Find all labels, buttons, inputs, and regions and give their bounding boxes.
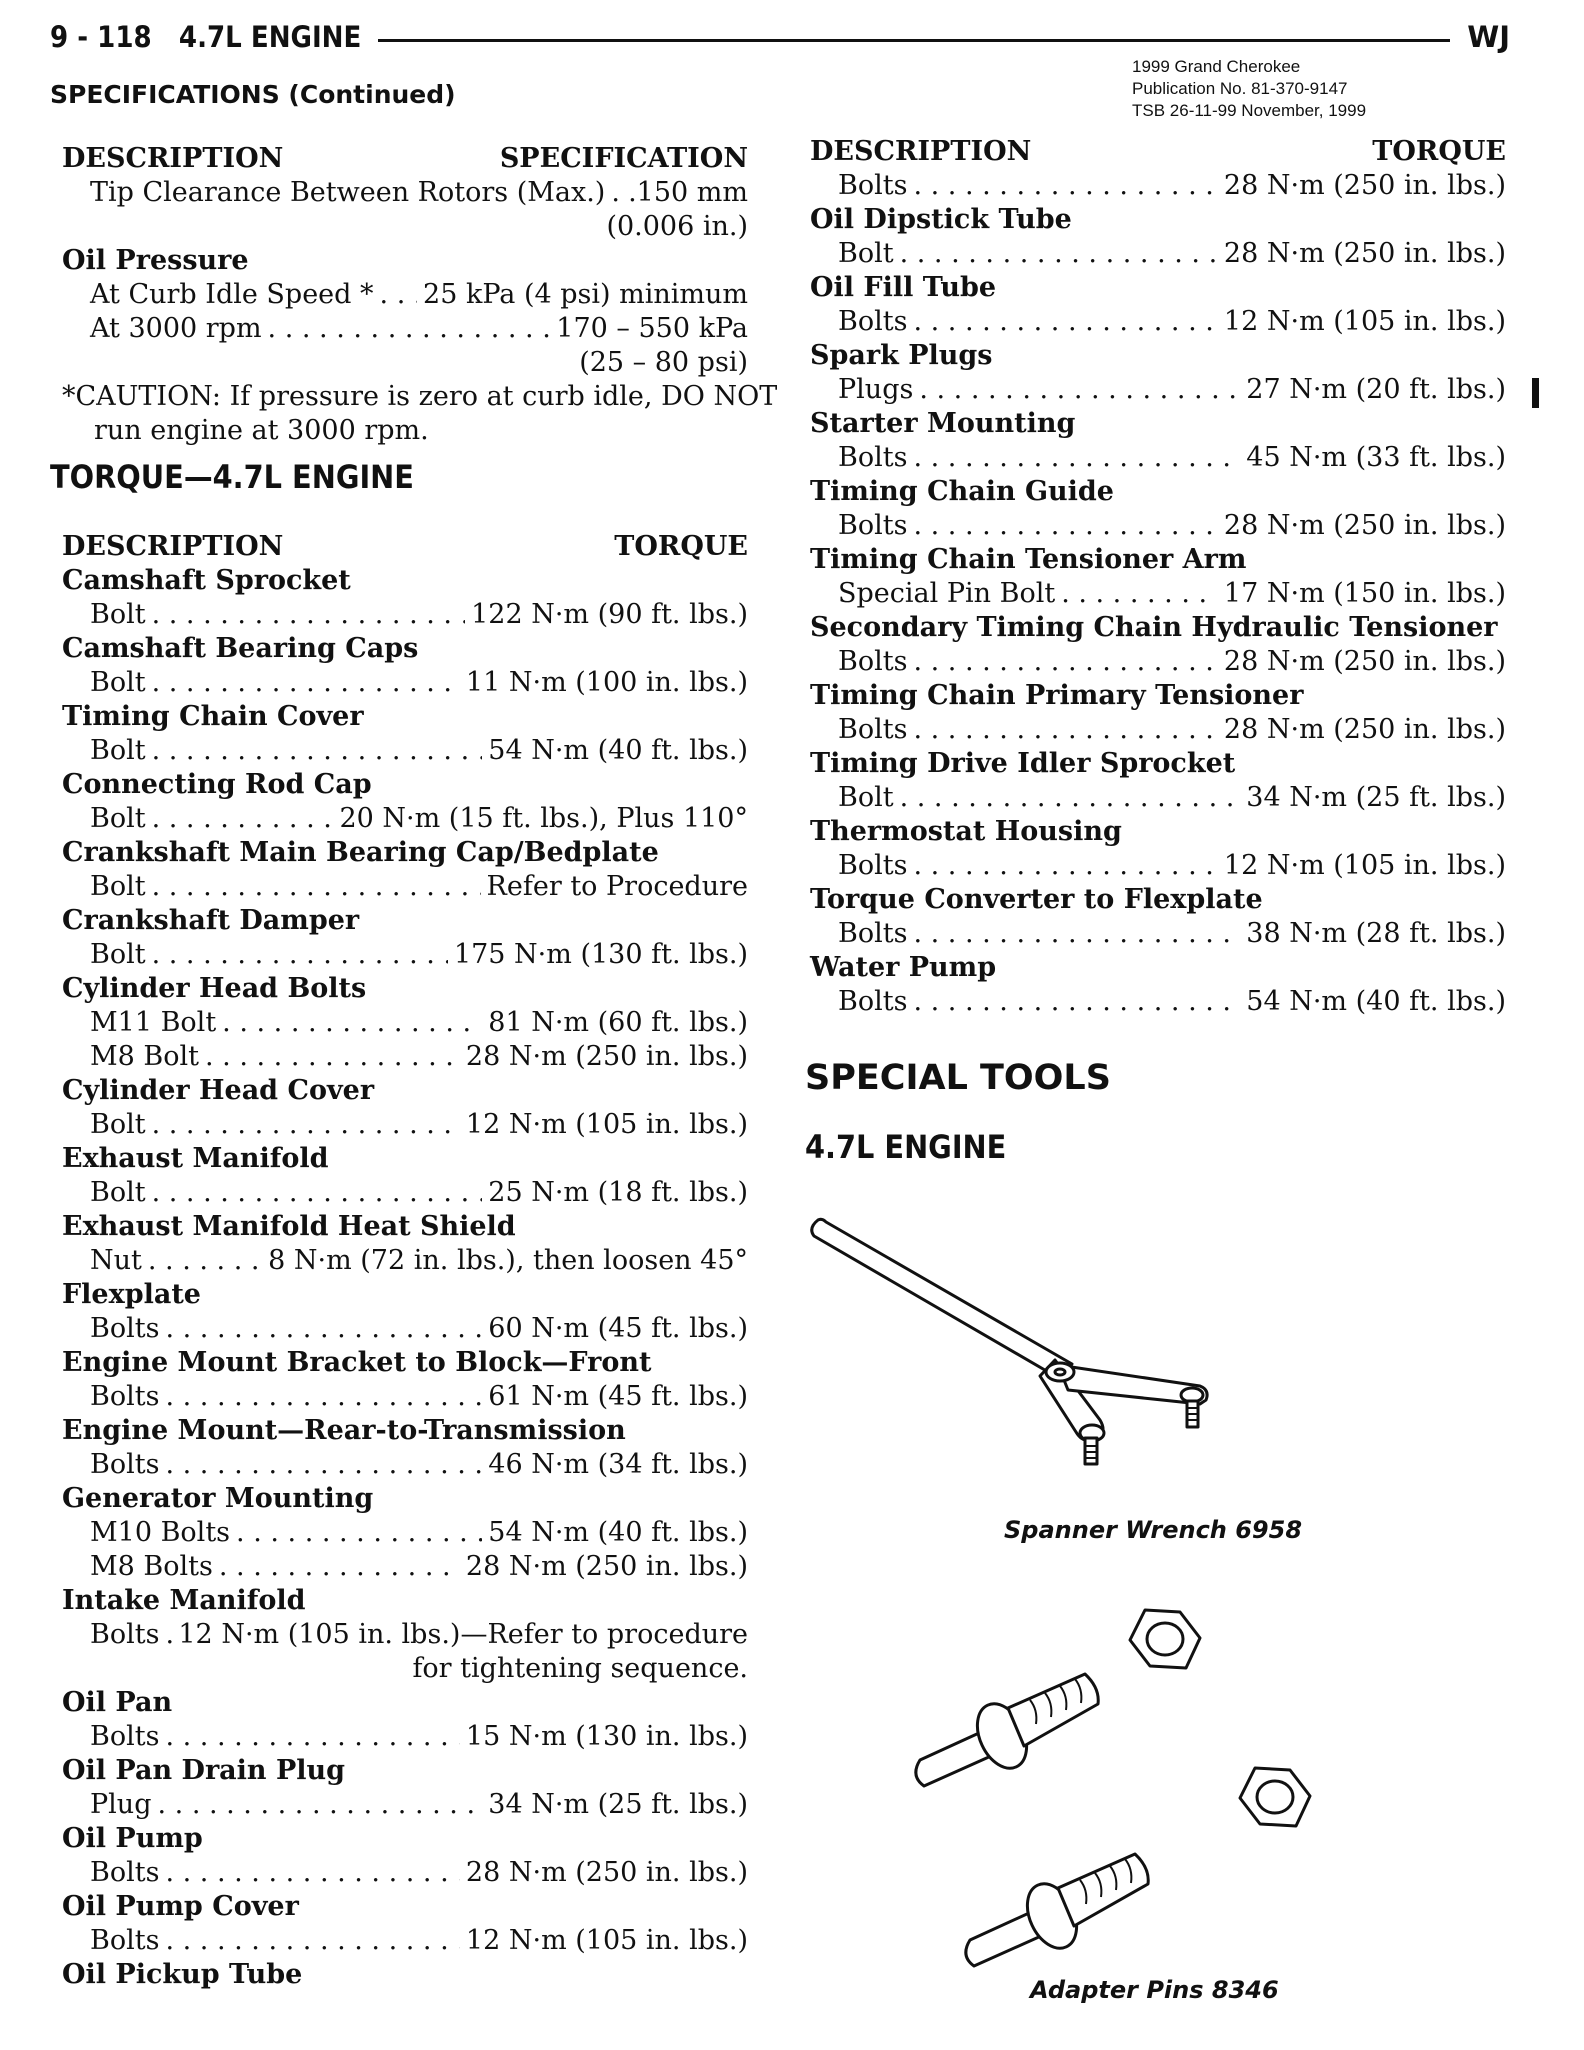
dot-leader: [165, 1312, 482, 1346]
spec-item: Tip Clearance Between Rotors (Max.) . . . .150 mm: [62, 176, 748, 210]
torque-item-label: Bolt: [90, 735, 146, 766]
torque-item-label: Bolts: [838, 850, 908, 881]
dot-leader: [913, 509, 1217, 543]
spec-column-header: [62, 142, 748, 176]
torque-item: [810, 849, 1506, 883]
torque-item: [62, 1788, 748, 1822]
torque-item: [62, 802, 748, 836]
torque-item-value: 17 N·m (150 in. lbs.): [1223, 578, 1506, 609]
torque-item: [810, 373, 1506, 407]
torque-item: [62, 1380, 748, 1414]
torque-col-description: DESCRIPTION: [810, 136, 1032, 167]
dot-leader: [913, 917, 1240, 951]
torque-item-label: Bolts: [90, 1313, 160, 1344]
torque-item: [810, 237, 1506, 271]
section-name: 4.7L ENGINE: [178, 20, 362, 54]
torque-item: [62, 1448, 748, 1482]
torque-item-label: Bolt: [90, 939, 146, 970]
torque-group: Oil Pickup Tube: [62, 1959, 303, 1990]
torque-item-value: 12 N·m (105 in. lbs.)—Refer to procedure: [178, 1619, 748, 1650]
spec-col-description: DESCRIPTION: [62, 143, 284, 174]
dot-leader: [165, 1448, 482, 1482]
header-left: [50, 20, 361, 54]
dot-leader: [913, 305, 1217, 339]
pub-tsb: TSB 26-11-99 November, 1999: [1132, 101, 1367, 120]
torque-item-value: 81 N·m (60 ft. lbs.): [488, 1007, 748, 1038]
torque-group: Camshaft Sprocket: [62, 565, 351, 596]
torque-item: [62, 1108, 748, 1142]
torque-group: Torque Converter to Flexplate: [810, 884, 1263, 915]
torque-item-label: Bolts: [90, 1925, 160, 1956]
torque-col-torque: TORQUE: [614, 531, 748, 562]
torque-item: [810, 713, 1506, 747]
torque-item: [810, 577, 1506, 611]
tool2-caption: Adapter Pins 8346: [1030, 1976, 1279, 2004]
dot-leader: [152, 1108, 460, 1142]
dot-leader: [165, 1380, 482, 1414]
torque-item: [62, 1040, 748, 1074]
torque-item-label: M10 Bolts: [90, 1517, 231, 1548]
torque-item-value: 38 N·m (28 ft. lbs.): [1246, 918, 1506, 949]
torque-item-label: Bolt: [90, 599, 146, 630]
torque-item-value: 15 N·m (130 in. lbs.): [465, 1721, 748, 1752]
torque-item: [62, 938, 748, 972]
torque-item-label: Plugs: [838, 374, 914, 405]
torque-group: Oil Dipstick Tube: [810, 204, 1072, 235]
torque-item-value: 175 N·m (130 ft. lbs.): [453, 939, 748, 970]
torque-item: [62, 666, 748, 700]
torque-item: [62, 1516, 748, 1550]
dot-leader: [913, 645, 1217, 679]
torque-item-value: 25 N·m (18 ft. lbs.): [488, 1177, 748, 1208]
torque-item: [810, 441, 1506, 475]
torque-item-value: 60 N·m (45 ft. lbs.): [488, 1313, 748, 1344]
torque-item-value: 34 N·m (25 ft. lbs.): [1246, 782, 1506, 813]
torque-item-label: Bolts: [838, 306, 908, 337]
torque-item-value: 28 N·m (250 in. lbs.): [465, 1041, 748, 1072]
torque-title: TORQUE—4.7L ENGINE: [50, 458, 414, 496]
torque-group: Timing Chain Guide: [810, 476, 1114, 507]
torque-item-label: Bolts: [838, 510, 908, 541]
torque-group: Thermostat Housing: [810, 816, 1122, 847]
torque-item-value: 28 N·m (250 in. lbs.): [465, 1551, 748, 1582]
torque-item-value: 122 N·m (90 ft. lbs.): [471, 599, 748, 630]
torque-item: [62, 1618, 748, 1652]
torque-item-continuation: for tightening sequence.: [412, 1653, 748, 1684]
torque-item-value: 27 N·m (20 ft. lbs.): [1246, 374, 1506, 405]
dot-leader: [913, 849, 1217, 883]
torque-group: Engine Mount Bracket to Block—Front: [62, 1347, 652, 1378]
torque-item-value: 28 N·m (250 in. lbs.): [1223, 238, 1506, 269]
torque-item-value: 12 N·m (105 in. lbs.): [1223, 306, 1506, 337]
torque-group: Starter Mounting: [810, 408, 1076, 439]
dot-leader: [900, 781, 1241, 815]
torque-column-header: [810, 135, 1506, 169]
torque-group: Oil Pan Drain Plug: [62, 1755, 346, 1786]
dot-leader: [913, 985, 1240, 1019]
torque-group: Timing Chain Primary Tensioner: [810, 680, 1304, 711]
special-tools-subtitle: 4.7L ENGINE: [805, 1128, 1007, 1166]
dot-leader: [148, 1244, 262, 1278]
torque-item-value: 54 N·m (40 ft. lbs.): [488, 1517, 748, 1548]
dot-leader: [236, 1516, 482, 1550]
torque-item-label: Bolts: [90, 1619, 160, 1650]
torque-item: [62, 1176, 748, 1210]
torque-group: Cylinder Head Cover: [62, 1075, 375, 1106]
torque-item-label: M8 Bolts: [90, 1551, 213, 1582]
torque-group: Crankshaft Damper: [62, 905, 360, 936]
torque-item-label: M8 Bolt: [90, 1041, 199, 1072]
dot-leader: [152, 1176, 483, 1210]
model-code: WJ: [1467, 20, 1510, 54]
torque-item-label: Bolt: [838, 238, 894, 269]
page-header: [50, 20, 1510, 60]
torque-item-value: 54 N·m (40 ft. lbs.): [488, 735, 748, 766]
torque-group: Connecting Rod Cap: [62, 769, 372, 800]
torque-item-label: M11 Bolt: [90, 1007, 217, 1038]
torque-item: [62, 598, 748, 632]
dot-leader: [219, 1550, 460, 1584]
torque-item-label: Bolts: [838, 918, 908, 949]
torque-item-label: Bolt: [90, 803, 146, 834]
torque-item: [62, 1312, 748, 1346]
spec-group: Oil Pressure: [62, 245, 249, 276]
dot-leader: [165, 1856, 459, 1890]
torque-group: Cylinder Head Bolts: [62, 973, 367, 1004]
torque-group: Secondary Timing Chain Hydraulic Tensioner: [810, 612, 1498, 643]
torque-group: Timing Drive Idler Sprocket: [810, 748, 1236, 779]
torque-item: [62, 1006, 748, 1040]
torque-item: [62, 1550, 748, 1584]
torque-item-value: 28 N·m (250 in. lbs.): [1223, 510, 1506, 541]
dot-leader: [152, 938, 448, 972]
torque-item-value: 28 N·m (250 in. lbs.): [1223, 646, 1506, 677]
torque-item-label: Bolts: [838, 442, 908, 473]
spanner-wrench-illustration: [800, 1200, 1240, 1500]
spec-item: At 3000 rpm . . . 170 – 550 kPa: [62, 312, 748, 346]
header-rule: [378, 39, 1450, 42]
torque-group: Water Pump: [810, 952, 997, 983]
torque-item-value: 61 N·m (45 ft. lbs.): [488, 1381, 748, 1412]
dot-leader: [152, 598, 466, 632]
torque-item-value: 34 N·m (25 ft. lbs.): [488, 1789, 748, 1820]
specifications-block: [62, 142, 778, 448]
torque-group: Exhaust Manifold: [62, 1143, 329, 1174]
torque-item: [62, 870, 748, 904]
torque-group: Oil Pump: [62, 1823, 203, 1854]
torque-right-column: [810, 135, 1506, 1019]
dot-leader: [1061, 577, 1218, 611]
torque-item-label: Bolt: [838, 782, 894, 813]
torque-item-value: 12 N·m (105 in. lbs.): [465, 1925, 748, 1956]
revision-bar: [1532, 378, 1539, 408]
torque-group: Intake Manifold: [62, 1585, 306, 1616]
torque-left-column: [62, 530, 748, 1992]
pub-number: Publication No. 81-370-9147: [1132, 79, 1348, 98]
dot-leader: [152, 870, 481, 904]
dot-leader: [919, 373, 1240, 407]
caution-note-continuation: run engine at 3000 rpm.: [94, 415, 429, 446]
publication-info: [1132, 56, 1366, 122]
torque-item-label: Bolts: [90, 1449, 160, 1480]
torque-group: Spark Plugs: [810, 340, 993, 371]
caution-note: *CAUTION: If pressure is zero at curb idle, DO NOT: [62, 381, 778, 412]
torque-group: Camshaft Bearing Caps: [62, 633, 419, 664]
torque-item-value: 8 N·m (72 in. lbs.), then loosen 45°: [268, 1245, 748, 1276]
torque-item-label: Special Pin Bolt: [838, 578, 1056, 609]
torque-item-value: 45 N·m (33 ft. lbs.): [1246, 442, 1506, 473]
page-number: 9 - 118: [50, 20, 152, 54]
dot-leader: [165, 1720, 459, 1754]
torque-item-value: 12 N·m (105 in. lbs.): [1223, 850, 1506, 881]
spec-col-specification: SPECIFICATION: [499, 143, 748, 174]
dot-leader: [152, 734, 483, 768]
torque-item: [810, 917, 1506, 951]
torque-item-label: Bolts: [838, 986, 908, 1017]
pub-model: 1999 Grand Cherokee: [1132, 57, 1301, 76]
spec-item-continuation: (25 – 80 psi): [579, 347, 748, 378]
torque-item-value: 11 N·m (100 in. lbs.): [465, 667, 748, 698]
torque-item: [62, 1244, 748, 1278]
tool1-caption: Spanner Wrench 6958: [1004, 1516, 1303, 1544]
torque-item-value: Refer to Procedure: [486, 871, 748, 902]
specifications-title: SPECIFICATIONS (Continued): [50, 80, 456, 109]
dot-leader: [165, 1924, 459, 1958]
torque-item: [62, 1924, 748, 1958]
torque-group: Oil Pump Cover: [62, 1891, 299, 1922]
special-tools-title: SPECIAL TOOLS: [805, 1058, 1111, 1098]
torque-item-label: Bolt: [90, 871, 146, 902]
dot-leader: [913, 441, 1240, 475]
torque-item-label: Bolts: [90, 1381, 160, 1412]
torque-item: [810, 305, 1506, 339]
torque-item: [810, 985, 1506, 1019]
torque-item: [810, 509, 1506, 543]
torque-group: Engine Mount—Rear-to-Transmission: [62, 1415, 626, 1446]
torque-item: [810, 645, 1506, 679]
spec-item-continuation: (0.006 in.): [606, 211, 748, 242]
torque-group: Oil Pan: [62, 1687, 173, 1718]
dot-leader: [165, 1618, 172, 1652]
torque-item: Bolts . . . 28 N·m (250 in. lbs.): [810, 169, 1506, 203]
torque-group: Crankshaft Main Bearing Cap/Bedplate: [62, 837, 659, 868]
spec-item: At Curb Idle Speed * . . . 25 kPa (4 psi) minimum: [62, 278, 748, 312]
torque-item: [62, 1856, 748, 1890]
torque-item-label: Bolts: [90, 1857, 160, 1888]
torque-item-value: 20 N·m (15 ft. lbs.), Plus 110°: [339, 803, 748, 834]
torque-group: Oil Fill Tube: [810, 272, 997, 303]
torque-item-label: Nut: [90, 1245, 142, 1276]
adapter-pins-illustration: [900, 1590, 1340, 1970]
torque-item-label: Bolts: [838, 646, 908, 677]
torque-group: Timing Chain Cover: [62, 701, 364, 732]
torque-column-header: [62, 530, 748, 564]
dot-leader: [157, 1788, 482, 1822]
torque-group: Exhaust Manifold Heat Shield: [62, 1211, 516, 1242]
dot-leader: [205, 1040, 460, 1074]
torque-item-label: Plug: [90, 1789, 152, 1820]
torque-item-value: 54 N·m (40 ft. lbs.): [1246, 986, 1506, 1017]
torque-item: [62, 734, 748, 768]
torque-item-value: 46 N·m (34 ft. lbs.): [488, 1449, 748, 1480]
torque-group: Generator Mounting: [62, 1483, 374, 1514]
torque-item-label: Bolts: [838, 714, 908, 745]
torque-item: [62, 1720, 748, 1754]
torque-col-torque: TORQUE: [1372, 136, 1506, 167]
torque-item: [810, 781, 1506, 815]
torque-item-label: Bolt: [90, 1177, 146, 1208]
torque-item-label: Bolt: [90, 667, 146, 698]
torque-group: Flexplate: [62, 1279, 201, 1310]
torque-item-value: 12 N·m (105 in. lbs.): [465, 1109, 748, 1140]
torque-item-label: Bolts: [90, 1721, 160, 1752]
dot-leader: [900, 237, 1218, 271]
torque-group: Timing Chain Tensioner Arm: [810, 544, 1247, 575]
torque-item-value: 28 N·m (250 in. lbs.): [465, 1857, 748, 1888]
torque-item-value: 28 N·m (250 in. lbs.): [1223, 714, 1506, 745]
torque-col-description: DESCRIPTION: [62, 531, 284, 562]
dot-leader: [152, 802, 334, 836]
torque-item-label: Bolt: [90, 1109, 146, 1140]
dot-leader: [152, 666, 460, 700]
dot-leader: [913, 713, 1217, 747]
dot-leader: [222, 1006, 482, 1040]
